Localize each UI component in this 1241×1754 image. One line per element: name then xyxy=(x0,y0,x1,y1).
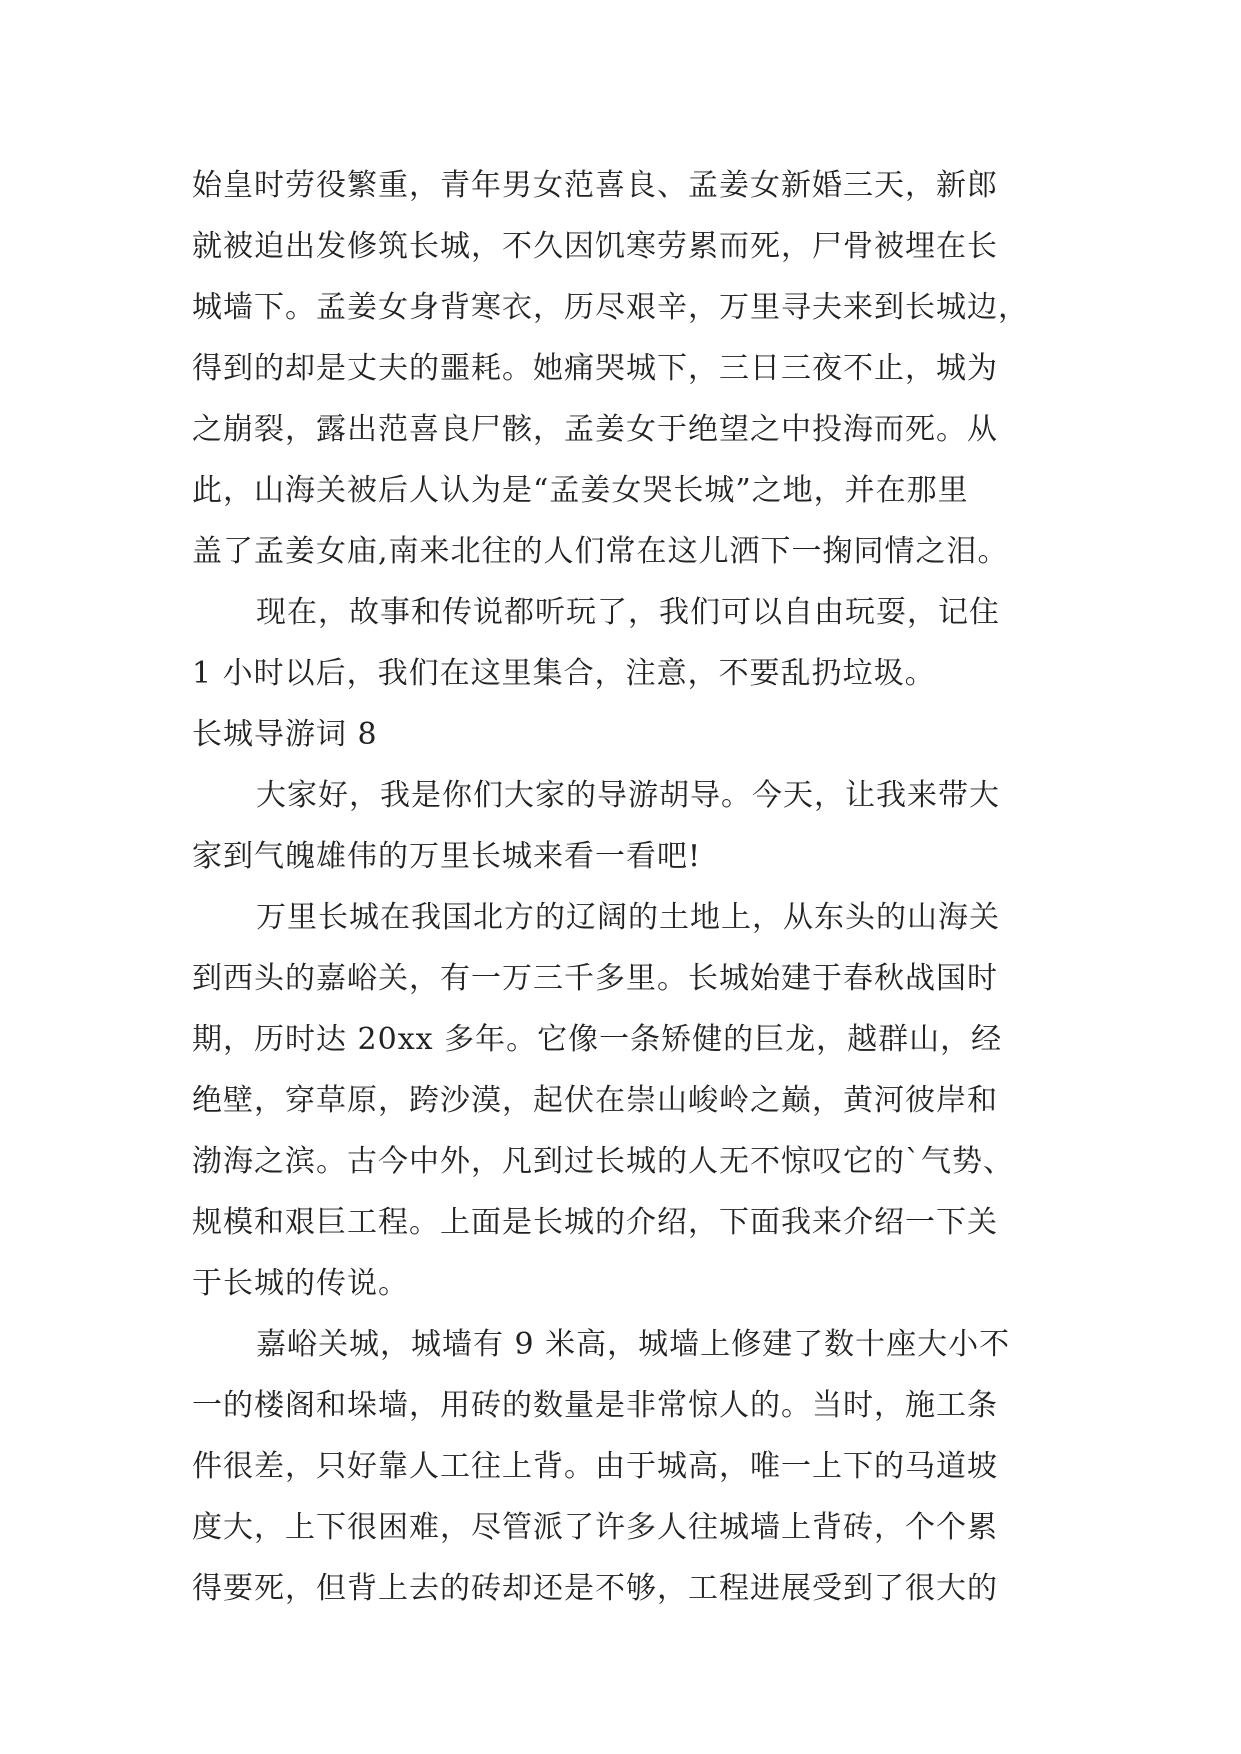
paragraph-line: 家到气魄雄伟的万里长城来看一看吧! xyxy=(192,839,702,874)
paragraph-line: 于长城的传说。 xyxy=(192,1266,409,1301)
paragraph-line: 现在，故事和传说都听玩了，我们可以自由玩耍，记住 xyxy=(256,595,1000,630)
paragraph-line: 期，历时达 20xx 多年。它像一条矫健的巨龙，越群山，经 xyxy=(192,1022,1003,1057)
section-heading: 长城导游词 8 xyxy=(192,717,378,752)
paragraph-line: 城墙下。孟姜女身背寒衣，历尽艰辛，万里寻夫来到长城边， xyxy=(192,290,1029,325)
paragraph-line: 到西头的嘉峪关，有一万三千多里。长城始建于春秋战国时 xyxy=(192,961,998,996)
paragraph-line: 件很差，只好靠人工往上背。由于城高，唯一上下的马道坡 xyxy=(192,1449,998,1484)
paragraph-line: 始皇时劳役繁重，青年男女范喜良、孟姜女新婚三天，新郎 xyxy=(192,168,998,203)
paragraph-line: 渤海之滨。古今中外，凡到过长城的人无不惊叹它的`气势、 xyxy=(192,1144,1014,1179)
paragraph-line: 盖了孟姜女庙,南来北往的人们常在这儿洒下一掬同情之泪。 xyxy=(192,534,1009,569)
paragraph-line: 就被迫出发修筑长城，不久因饥寒劳累而死，尸骨被埋在长 xyxy=(192,229,998,264)
paragraph-line: 得到的却是丈夫的噩耗。她痛哭城下，三日三夜不止，城为 xyxy=(192,351,998,386)
paragraph-line: 一的楼阁和垛墙，用砖的数量是非常惊人的。当时，施工条 xyxy=(192,1388,998,1423)
paragraph-line: 得要死，但背上去的砖却还是不够，工程进展受到了很大的 xyxy=(192,1571,998,1606)
paragraph-line: 嘉峪关城，城墙有 9 米高，城墙上修建了数十座大小不 xyxy=(256,1327,1011,1362)
paragraph-line: 大家好，我是你们大家的导游胡导。今天，让我来带大 xyxy=(256,778,1000,813)
paragraph-line: 度大，上下很困难，尽管派了许多人往城墙上背砖，个个累 xyxy=(192,1510,998,1545)
document-page xyxy=(192,155,1052,1619)
paragraph-line: 绝壁，穿草原，跨沙漠，起伏在崇山峻岭之巅，黄河彼岸和 xyxy=(192,1083,998,1118)
paragraph-line: 规模和艰巨工程。上面是长城的介绍，下面我来介绍一下关 xyxy=(192,1205,998,1240)
paragraph-line: 之崩裂，露出范喜良尸骸，孟姜女于绝望之中投海而死。从 xyxy=(192,412,998,447)
paragraph-line: 1 小时以后，我们在这里集合，注意，不要乱扔垃圾。 xyxy=(192,656,936,691)
paragraph-line: 万里长城在我国北方的辽阔的土地上，从东头的山海关 xyxy=(256,900,1000,935)
paragraph-line: 此，山海关被后人认为是“孟姜女哭长城”之地，并在那里 xyxy=(192,473,969,508)
